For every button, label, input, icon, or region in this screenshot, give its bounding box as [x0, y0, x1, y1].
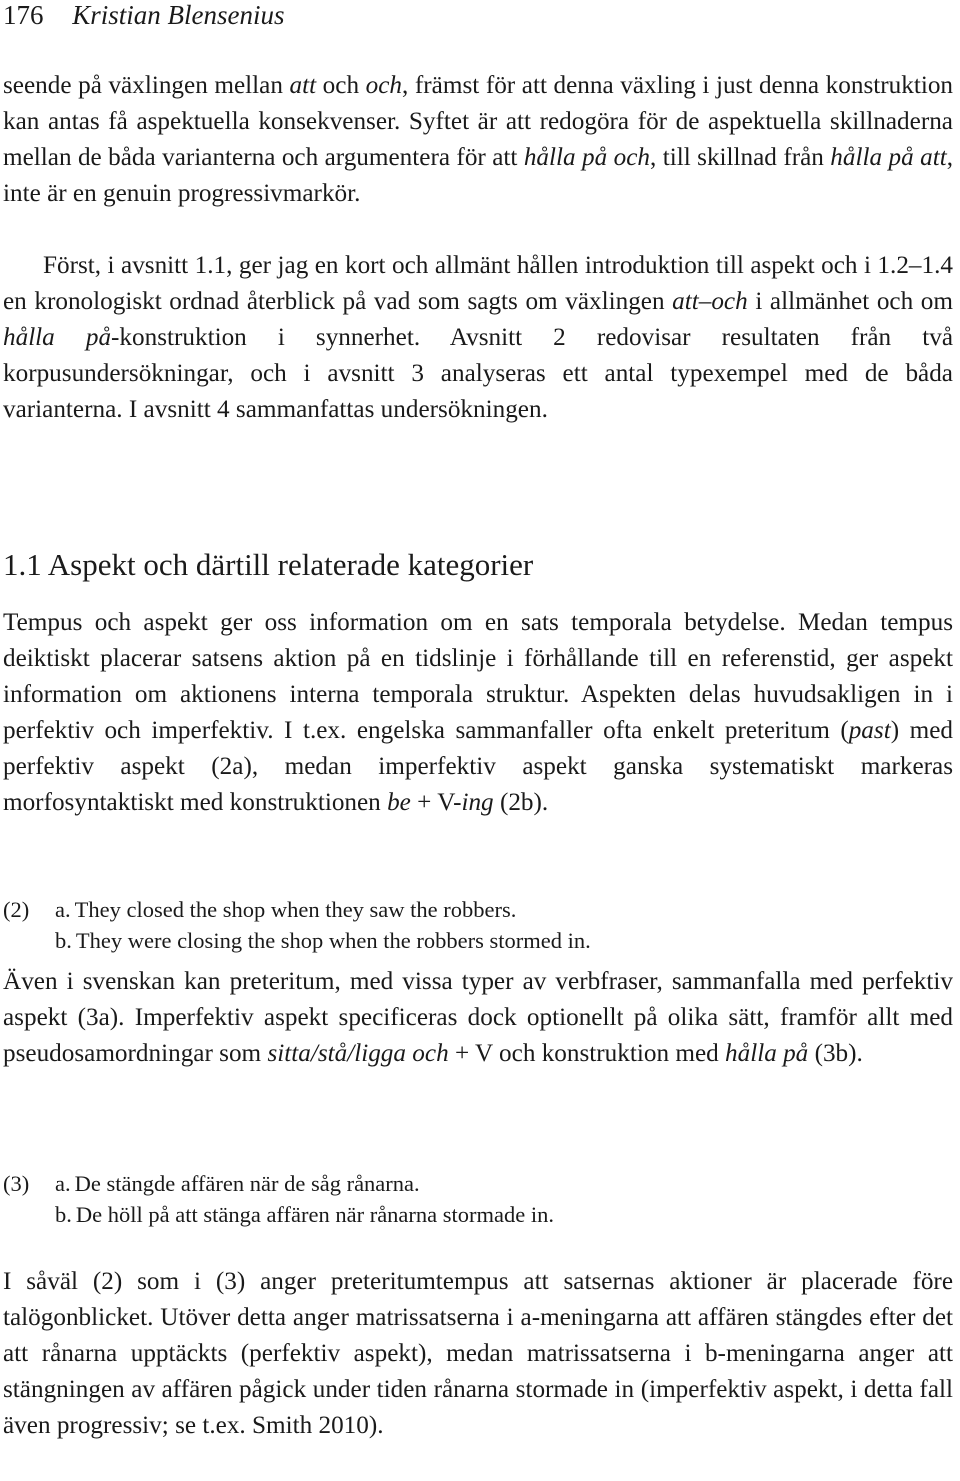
text-run: Först, i avsnitt 1.1, ger jag en kort och allmänt hållen introduktion till aspekt och i 1.2–1.4 en kronologiskt ordnad återblick på vad som sagts om växlingen	[3, 252, 953, 315]
example-number: (2)	[3, 897, 30, 922]
example-letter: a.	[55, 897, 71, 922]
example-sentence: De höll på att stänga affären när rånarna stormade in.	[75, 1202, 554, 1227]
running-head-author: Kristian Blensenius	[72, 0, 285, 30]
italic-term: hålla på och	[523, 144, 651, 171]
example-sentence: They were closing the shop when the robbers stormed in.	[75, 928, 591, 953]
text-run: Tempus och aspekt ger oss information om en sats temporala betydelse. Medan tempus deiktiskt placerar satsens aktion på en tidslinje i förhållande till en referenstid, ger aspekt information om aktionens interna temporala struktur. Aspekten delas huvudsakligen in i perfektiv och imperfektiv. I t.ex. engelska sammanfaller ofta enkelt preteritum (	[3, 609, 953, 744]
example-letter: b.	[55, 1202, 72, 1227]
text-run: , inte är en genuin progressivmarkör.	[3, 144, 953, 207]
text-run: (2b).	[493, 789, 549, 816]
italic-term: att	[289, 72, 317, 99]
italic-term: be	[387, 789, 411, 816]
italic-term: hålla på	[725, 1040, 809, 1067]
example-number: (3)	[3, 1171, 30, 1196]
text-run: (3b).	[808, 1040, 863, 1067]
text-run: ) med perfektiv aspekt (2a), medan imperfektiv aspekt ganska systematiskt markeras morfosyntaktiskt med konstruktionen	[3, 717, 953, 816]
text-run: och	[316, 72, 366, 99]
example-sentence: De stängde affären när de såg rånarna.	[74, 1171, 420, 1196]
example-letter: a.	[55, 1171, 71, 1196]
example-line-a	[55, 894, 516, 925]
example-line-b	[55, 1199, 554, 1230]
text-run: seende på växlingen mellan	[3, 72, 290, 99]
text-run: Även i svenskan kan preteritum, med vissa typer av verbfraser, sammanfalla med perfektiv aspekt (3a). Imperfektiv aspekt specificeras dock optionellt på olika sätt, framför allt med pseudosamordningar som	[3, 968, 953, 1067]
text-run: -konstruktion i synnerhet. Avsnitt 2 redovisar resultaten från två korpusundersökningar, och i avsnitt 3 analyseras ett antal typexempel med de båda varianterna. I avsnitt 4 sammanfattas undersökningen.	[3, 324, 953, 423]
example-letter: b.	[55, 928, 72, 953]
italic-term: att–och	[672, 288, 748, 315]
page-number: 176	[3, 0, 44, 30]
text-run: i allmänhet och om	[747, 288, 953, 315]
example-line-a	[55, 1168, 420, 1199]
running-head	[3, 0, 285, 30]
swedish-paragraph	[3, 964, 953, 1072]
italic-term: sitta/stå/ligga och	[267, 1040, 449, 1067]
text-run: + V och konstruktion med	[448, 1040, 726, 1067]
example-line-b	[55, 925, 591, 956]
outline-paragraph	[3, 248, 953, 428]
example-sentence: They closed the shop when they saw the robbers.	[74, 897, 517, 922]
italic-term: och	[365, 72, 403, 99]
italic-term: hålla på	[3, 324, 112, 351]
text-run: , till skillnad från	[650, 144, 831, 171]
text-run: + V-	[410, 789, 462, 816]
italic-term: hålla på att	[830, 144, 947, 171]
aspect-paragraph	[3, 605, 953, 821]
text-run: , främst för att denna växling i just denna konstruktion kan antas få aspektuella konsekvenser. Syftet är att redogöra för de aspektuella skillnaderna mellan de båda varianterna och argumentera för att	[3, 72, 954, 171]
closing-paragraph: I såväl (2) som i (3) anger preteritumtempus att satsernas aktioner är placerade före talögonblicket. Utöver detta anger matrissatserna i a-meningarna att affären stängdes efter det att rånarna upptäckts (perfektiv aspekt), medan matrissatserna i b-meningarna anger att stängningen av affären pågick under tiden rånarna stormade in (imperfektiv aspekt, i detta fall även progressiv; se t.ex. Smith 2010).	[3, 1268, 953, 1439]
italic-term: ing	[461, 789, 494, 816]
intro-paragraph	[3, 68, 953, 212]
italic-term: past	[848, 717, 891, 744]
section-heading: 1.1 Aspekt och därtill relaterade kategorier	[3, 547, 534, 582]
